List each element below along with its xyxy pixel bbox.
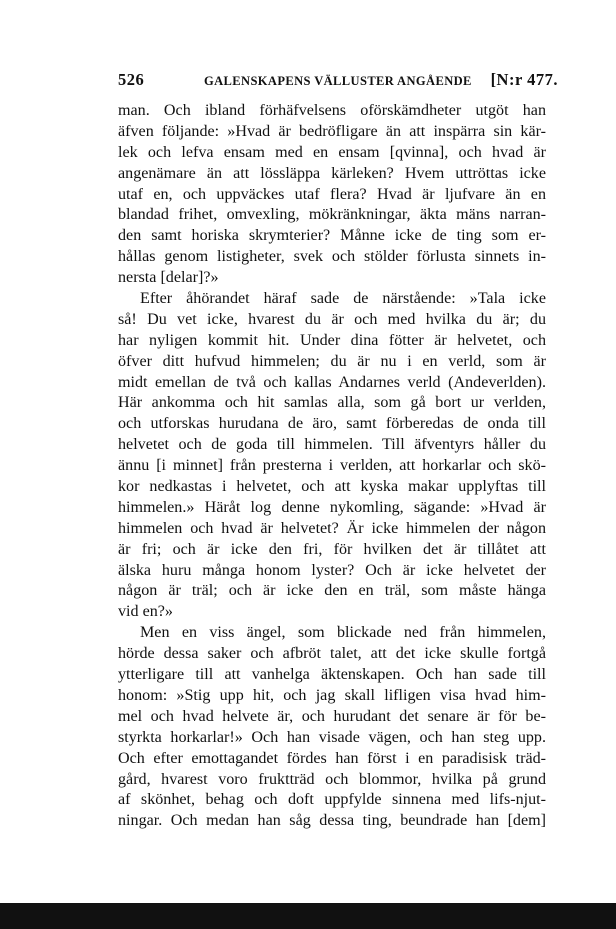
text-line: kor nedkastas i helvetet, och att kyska makar upplyftas till [118,478,546,496]
text-line: honom: »Stig upp hit, och jag skall lifligen visa hvad him- [118,686,546,704]
text-line: och utforskas hurudana de äro, samt förberedas de onda till [118,415,546,433]
text-line: den samt horiska skrymterier? Månne icke de ting som er- [118,227,546,245]
text-line: är fri; och är icke den fri, för hvilken det är tillåtet att [118,540,546,558]
body-text [118,101,546,832]
running-title: GALENSKAPENS VÄLLUSTER ANGÅENDE [204,74,472,88]
text-line: ytterligare till att vanhelga äktenskapen. Och han sade till [118,666,546,684]
section-number: [N:r 477. [490,70,558,89]
text-line: äfven följande: »Hvad är bedröfligare än att inspärra sin kär- [118,122,546,140]
text-line: gård, hvarest voro fruktträd och blommor, hvilka på grund [118,770,546,788]
text-line: hörde dessa saker och afbröt talet, att det icke skulle fortgå [118,645,546,663]
text-line: har nyligen kommit hit. Under dina fötter är helvetet, och [118,331,546,349]
text-line: midt emellan de två och kallas Andarnes verld (Andeverlden). [118,373,546,391]
text-line: nersta [delar]?» [118,269,219,287]
text-line: angenämare än att lössläppa kärleken? Hvem uttröttas icke [118,164,546,182]
text-line: Och efter emottagandet fördes han först i en paradisisk träd- [118,749,546,767]
page-header [118,66,558,94]
text-line: Här ankomma och hit samlas alla, som gå bort ur verlden, [118,394,546,412]
text-line: ännu [i minnet] från presterna i verlden, att horkarlar och skö- [118,457,546,475]
text-line: ningar. Och medan han såg dessa ting, beundrade han [dem] [118,812,546,830]
text-line: öfver ditt hufvud himmelen; du är nu i en verld, som är [118,352,546,370]
text-line: blandad frihet, omvexling, mökränkningar, äkta mäns narran- [118,206,546,224]
text-line: vid en?» [118,603,173,621]
text-line: hållas genom listigheter, svek och stölder förlusta sinnets in- [118,248,546,266]
page-number: 526 [118,70,145,89]
text-line: älska huru många honom lyster? Och är icke helvetet der [118,561,546,579]
text-line: man. Och ibland förhäfvelsens oförskämdheter utgöt han [118,102,546,119]
text-line: himmelen.» Häråt log denne nykomling, sägande: »Hvad är [118,498,546,516]
text-line: af skönhet, behag och doft uppfylde sinnena med lifs-njut- [118,791,546,809]
text-line: någon är träl; och är icke den en träl, som måste hänga [118,582,546,600]
text-line: Men en viss ängel, som blickade ned från himmelen, [140,624,546,642]
text-line: styrkta horkarlar!» Och han visade vägen, och han steg upp. [118,728,546,746]
text-line: himmelen och hvad är helvetet? Är icke himmelen der någon [118,519,546,537]
scan-border [0,903,616,929]
text-line: Efter åhörandet häraf sade de närstående: »Tala icke [140,290,546,308]
text-line: lek och lefva ensam med en ensam [qvinna], och hvad är [118,143,546,161]
text-line: utaf en, och uppväckes utaf flera? Hvad är ljufvare än en [118,185,546,203]
text-line: så! Du vet icke, hvarest du är och med hvilka du är; du [118,310,546,328]
text-line: mel och hvad helvete är, och hurudant det senare är för be- [118,707,546,725]
text-line: helvetet och de goda till himmelen. Till äfventyrs håller du [118,436,546,454]
